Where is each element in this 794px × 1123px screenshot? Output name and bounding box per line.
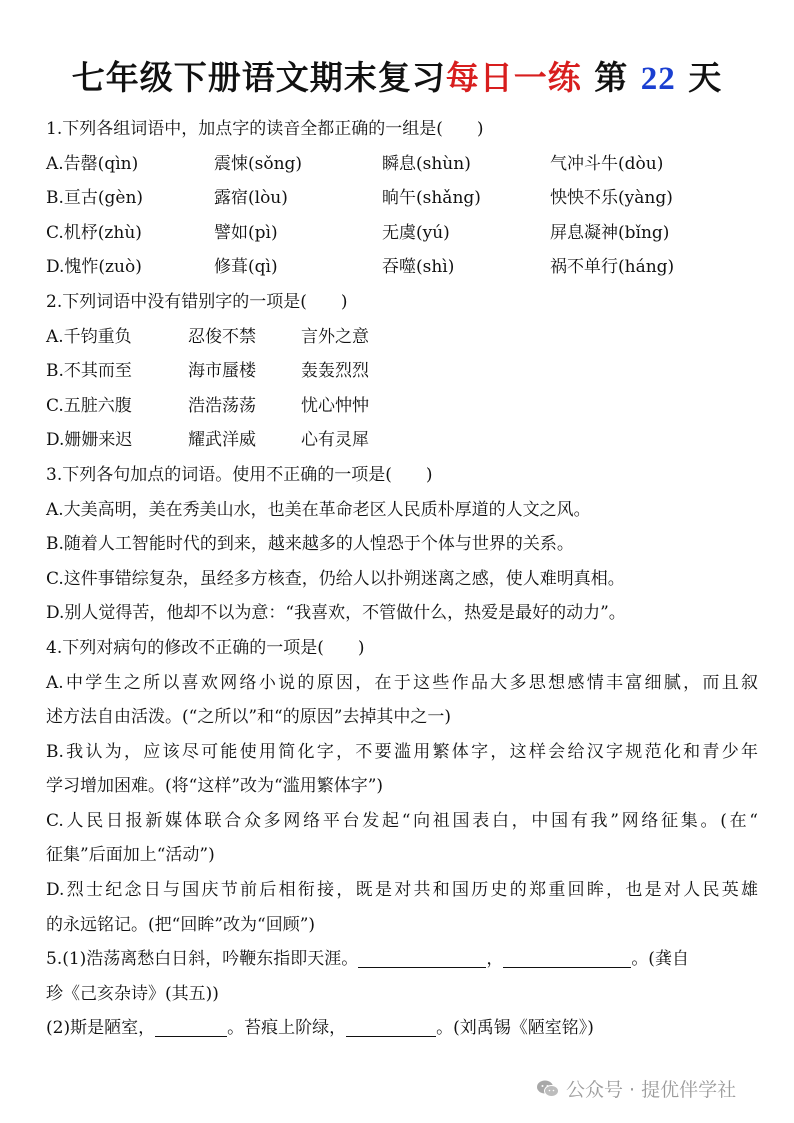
q4-option-c-line1: C.人民日报新媒体联合众多网络平台发起“向祖国表白，中国有我”网络征集。(在“ [46,810,758,831]
q5-part2-source: 。(刘禹锡《陋室铭》) [436,1018,594,1039]
q1-item: 晌午(shǎng) [382,188,481,209]
q4-option-a-line1: A.中学生之所以喜欢网络小说的原因，在于这些作品大多思想感情丰富细腻，而且叙 [46,672,758,693]
q1-item: 譬如(pì) [214,222,278,243]
q1-item: 露宿(lòu) [214,188,288,209]
watermark-text: 公众号 · 提优伴学社 [566,1079,737,1101]
watermark [536,1075,736,1102]
q5-part1-text: 5.(1)浩荡离愁白日斜，吟鞭东指即天涯。 [46,949,359,970]
q2-item: 忍俊不禁 [188,326,256,347]
q2-row-a [46,320,758,355]
q2-item: 心有灵犀 [301,430,369,451]
q2-item: 轰轰烈烈 [301,361,369,382]
q1-item: 瞬息(shùn) [382,153,471,174]
q5-part1-line1 [46,942,758,977]
wechat-icon [536,1079,560,1099]
q1-item: B.亘古(gèn) [46,188,144,209]
q5-comma: ， [486,949,504,970]
q1-item: D.愧怍(zuò) [46,257,142,278]
q2-row-d [46,423,758,458]
q3-option-d: D.别人觉得苦，他却不以为意：“我喜欢，不管做什么，热爱是最好的动力”。 [46,603,626,624]
q1-stem: 1.下列各组词语中，加点字的读音全都正确的一组是( ) [46,119,484,139]
q1-item: C.机杼(zhù) [46,222,142,243]
q5-part2-mid: 。苔痕上阶绿， [227,1018,347,1039]
q1-item: 无虞(yú) [382,222,450,243]
answer-blank[interactable] [155,1014,227,1037]
q3-option-c: C.这件事错综复杂，虽经多方核查，仍给人以扑朔迷离之感，使人难明真相。 [46,568,625,589]
title-highlight: 每日一练 [445,58,582,97]
title-part4: 天 [675,58,723,97]
q1-item: 气冲斗牛(dòu) [550,153,664,174]
q2-item: 忧心忡忡 [301,395,369,416]
q4-option-b-line2: 学习增加困难。(将“这样”改为“滥用繁体字”) [46,776,384,797]
page-title [0,52,794,99]
q1-item: 怏怏不乐(yàng) [550,188,673,209]
q4-option-c-line2: 征集”后面加上“活动”) [46,845,215,866]
q2-item: C.五脏六腹 [46,395,132,416]
q1-item: 震悚(sǒng) [214,153,303,174]
q2-row-b [46,354,758,389]
q5-part1-line2: 珍《己亥杂诗》(其五)) [46,983,219,1004]
q2-item: A.千钧重负 [46,326,132,347]
q1-row-c [46,216,758,251]
q2-item: 言外之意 [301,326,369,347]
q4-option-d-line2: 的永远铭记。(把“回眸”改为“回顾”) [46,914,316,935]
q4-stem: 4.下列对病句的修改不正确的一项是( ) [46,637,365,658]
q2-stem: 2.下列词语中没有错别字的一项是( ) [46,291,348,312]
q3-stem: 3.下列各句加点的词语。使用不正确的一项是( ) [46,464,433,485]
q5-part2 [46,1011,758,1046]
q1-item: 修葺(qì) [214,257,278,278]
q4-option-b-line1: B.我认为，应该尽可能使用简化字，不要滥用繁体字，这样会给汉字规范化和青少年 [46,741,758,762]
q3-option-b: B.随着人工智能时代的到来，越来越多的人惶恐于个体与世界的关系。 [46,534,574,555]
q2-item: B.不其而至 [46,361,132,382]
q2-row-c [46,389,758,424]
q1-row-a [46,147,758,182]
q2-item: 耀武洋威 [188,430,256,451]
q4-option-a-line2: 述方法自由活泼。(“之所以”和“的原因”去掉其中之一) [46,707,452,728]
q2-item: 浩浩荡荡 [188,395,256,416]
exercise-content [46,112,758,1046]
answer-blank[interactable] [503,945,631,968]
q3-option-a: A.大美高明，美在秀美山水，也美在革命老区人民质朴厚道的人文之风。 [46,499,591,520]
title-part3: 第 [581,58,641,97]
title-part1: 七年级下册语文期末复习 [71,58,446,97]
q2-item: 海市蜃楼 [188,361,256,382]
q5-part2-text: (2)斯是陋室， [46,1018,156,1039]
q1-item: 屏息凝神(bǐng) [550,222,670,243]
q4-option-d-line1: D.烈士纪念日与国庆节前后相衔接，既是对共和国历史的郑重回眸，也是对人民英雄 [46,880,758,901]
answer-blank[interactable] [358,945,486,968]
q1-item: 吞噬(shì) [382,257,455,278]
q1-row-b [46,181,758,216]
q1-item: 祸不单行(háng) [550,257,675,278]
title-day-number: 22 [640,61,676,97]
q5-part1-source: 。(龚自 [631,949,689,970]
q2-item: D.姗姗来迟 [46,430,133,451]
q1-row-d [46,250,758,285]
answer-blank[interactable] [346,1014,436,1037]
q1-item: A.告罄(qìn) [46,153,139,174]
